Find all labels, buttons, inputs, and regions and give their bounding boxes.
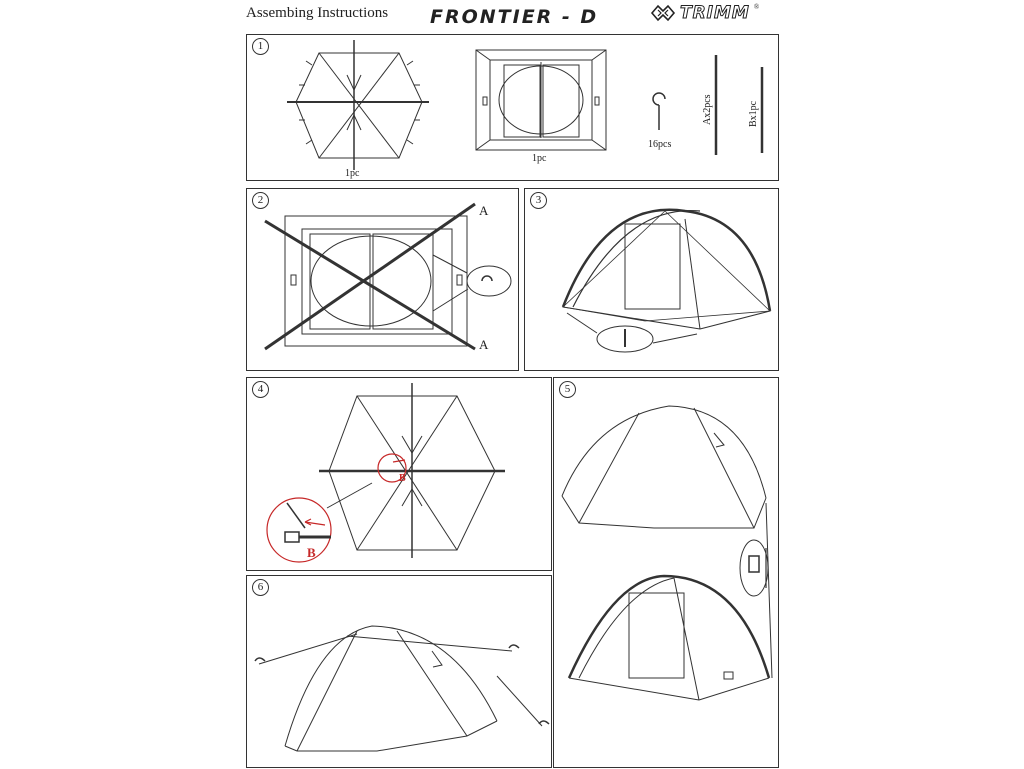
registered-mark: ® xyxy=(753,3,760,11)
detail-circle-zoom xyxy=(267,498,331,562)
pegs-quantity-label: 16pcs xyxy=(648,139,672,150)
fly-quantity-label: 1pc xyxy=(345,168,360,179)
pole-b-label-zoom: B xyxy=(307,545,316,560)
clip-detail-circle xyxy=(467,266,511,296)
step-2-panel xyxy=(246,188,519,371)
step-6-panel xyxy=(246,575,552,768)
step-5-number: 5 xyxy=(559,381,576,398)
step-5-drawing xyxy=(554,378,780,769)
pole-arch-2 xyxy=(569,576,769,678)
step-4-number: 4 xyxy=(252,381,269,398)
fly-dome-top xyxy=(562,406,766,498)
pole-arch-1 xyxy=(563,210,770,311)
pole-a-quantity-label: Ax2pcs xyxy=(702,94,713,125)
step-6-number: 6 xyxy=(252,579,269,596)
step-1-number: 1 xyxy=(252,38,269,55)
step-1-panel xyxy=(246,34,779,181)
pole-a-label-bottom: A xyxy=(479,337,489,352)
step-1-drawing xyxy=(247,35,780,182)
pole-a-label-top: A xyxy=(479,203,489,218)
step-2-number: 2 xyxy=(252,192,269,209)
pole-b-label-small: B xyxy=(399,473,406,484)
brand-emblem-icon xyxy=(650,4,676,22)
product-name: FRONTIER - D xyxy=(430,6,599,28)
instructions-title: Assembing Instructions xyxy=(246,5,389,21)
pole-b-quantity-label: Bx1pc xyxy=(748,100,759,127)
fly-outline-finished xyxy=(285,626,497,746)
guyline-2 xyxy=(347,636,512,651)
guyline-3 xyxy=(497,676,542,726)
brand-wordmark: TRIMM xyxy=(680,3,750,23)
brand-logo xyxy=(650,2,759,24)
step-5-panel xyxy=(553,377,779,768)
step-3-panel xyxy=(524,188,779,371)
step-4-panel xyxy=(246,377,552,571)
zip-detail-circle xyxy=(740,540,768,596)
step-6-drawing xyxy=(247,576,553,769)
step-3-drawing xyxy=(525,189,780,372)
step-3-number: 3 xyxy=(530,192,547,209)
inner-tent-quantity-label: 1pc xyxy=(532,153,547,164)
